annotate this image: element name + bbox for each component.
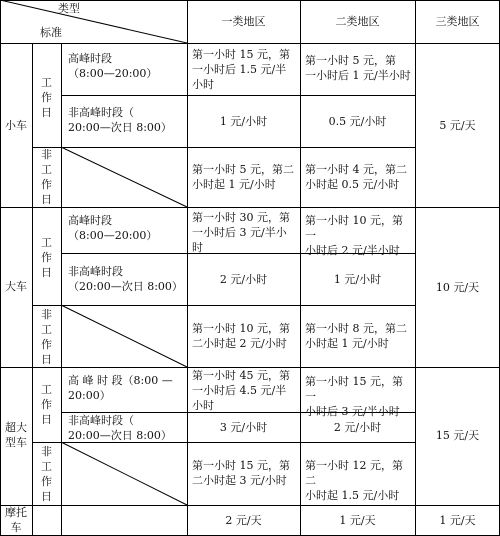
- xl-nonwork-region2: 第一小时 12 元，第二 小时起 1.5 元/小时: [305, 459, 403, 502]
- large-region3: 10 元/天: [435, 281, 480, 294]
- large-offpeak-region2: 1 元/小时: [333, 273, 382, 286]
- header-standard-label: 标准: [40, 26, 62, 39]
- xl-workday-label: 工 作 日: [41, 383, 52, 426]
- large-nonwork-region2: 第一小时 8 元，第二 小时起 1 元/小时: [305, 322, 407, 350]
- small-workday-label: 工 作 日: [41, 76, 52, 119]
- small-nonworkday-label: 非 工 作 日: [41, 148, 52, 206]
- small-offpeak-region1: 1 元/小时: [219, 115, 268, 128]
- row-label-large-car: 大车: [5, 280, 27, 293]
- small-region3: 5 元/天: [439, 119, 476, 132]
- large-offpeak-region1: 2 元/小时: [219, 273, 268, 286]
- xl-nonworkday-label: 非 工 作 日: [41, 445, 52, 503]
- xl-offpeak-region1: 3 元/小时: [219, 421, 268, 434]
- xl-nonwork-region1: 第一小时 15 元，第 二小时起 3 元/小时: [192, 459, 290, 487]
- header-type-label: 类型: [58, 2, 80, 15]
- small-peak-period: 高峰时段 （8:00—20:00）: [68, 52, 158, 80]
- xl-offpeak-period: 非高峰时段（ 20:00—次日 8:00）: [68, 414, 172, 442]
- small-offpeak-region2: 0.5 元/小时: [328, 115, 387, 128]
- large-workday-label: 工 作 日: [41, 236, 52, 279]
- row-label-motorcycle: 摩托 车: [5, 506, 27, 534]
- xl-peak-region2: 第一小时 15 元，第一 小时后 3 元/半小时: [305, 375, 403, 418]
- large-offpeak-period: 非高峰时段 （20:00—次日 8:00）: [68, 265, 183, 293]
- row-label-small-car: 小车: [5, 119, 27, 132]
- large-nonworkday-label: 非 工 作 日: [41, 308, 52, 366]
- small-peak-region1: 第一小时 15 元，第 一小时后 1.5 元/半 小时: [192, 48, 290, 91]
- moto-region2: 1 元/天: [339, 514, 376, 527]
- small-nonwork-region1: 第一小时 5 元，第二 小时起 1 元/小时: [192, 163, 294, 191]
- xl-peak-region1: 第一小时 45 元，第 一小时后 4.5 元/半 小时: [192, 369, 290, 412]
- xl-region3: 15 元/天: [435, 429, 480, 442]
- small-peak-region2: 第一小时 5 元，第 一小时后 1 元/半小时: [305, 54, 411, 82]
- small-offpeak-period: 非高峰时段（ 20:00—次日 8:00）: [68, 106, 172, 134]
- xl-peak-period: 高 峰 时 段（8:00 — 20:00）: [68, 374, 173, 402]
- col-header-region2: 二类地区: [335, 15, 380, 28]
- xl-offpeak-region2: 2 元/小时: [333, 421, 382, 434]
- row-label-extra-large: 超大 型车: [5, 421, 27, 449]
- large-peak-period: 高峰时段 （8:00—20:00）: [68, 214, 158, 242]
- large-nonwork-region1: 第一小时 10 元，第 二小时起 2 元/小时: [192, 322, 290, 350]
- col-header-region1: 一类地区: [221, 15, 266, 28]
- large-peak-region1: 第一小时 30 元，第 一小时后 3 元/半小 时: [192, 211, 290, 254]
- small-nonwork-region2: 第一小时 4 元，第二 小时起 0.5 元/小时: [305, 163, 407, 191]
- moto-region1: 2 元/天: [225, 514, 262, 527]
- moto-region3: 1 元/天: [439, 514, 476, 527]
- large-peak-region2: 第一小时 10 元，第一 小时后 2 元/半小时: [305, 214, 403, 257]
- col-header-region3: 三类地区: [435, 15, 480, 28]
